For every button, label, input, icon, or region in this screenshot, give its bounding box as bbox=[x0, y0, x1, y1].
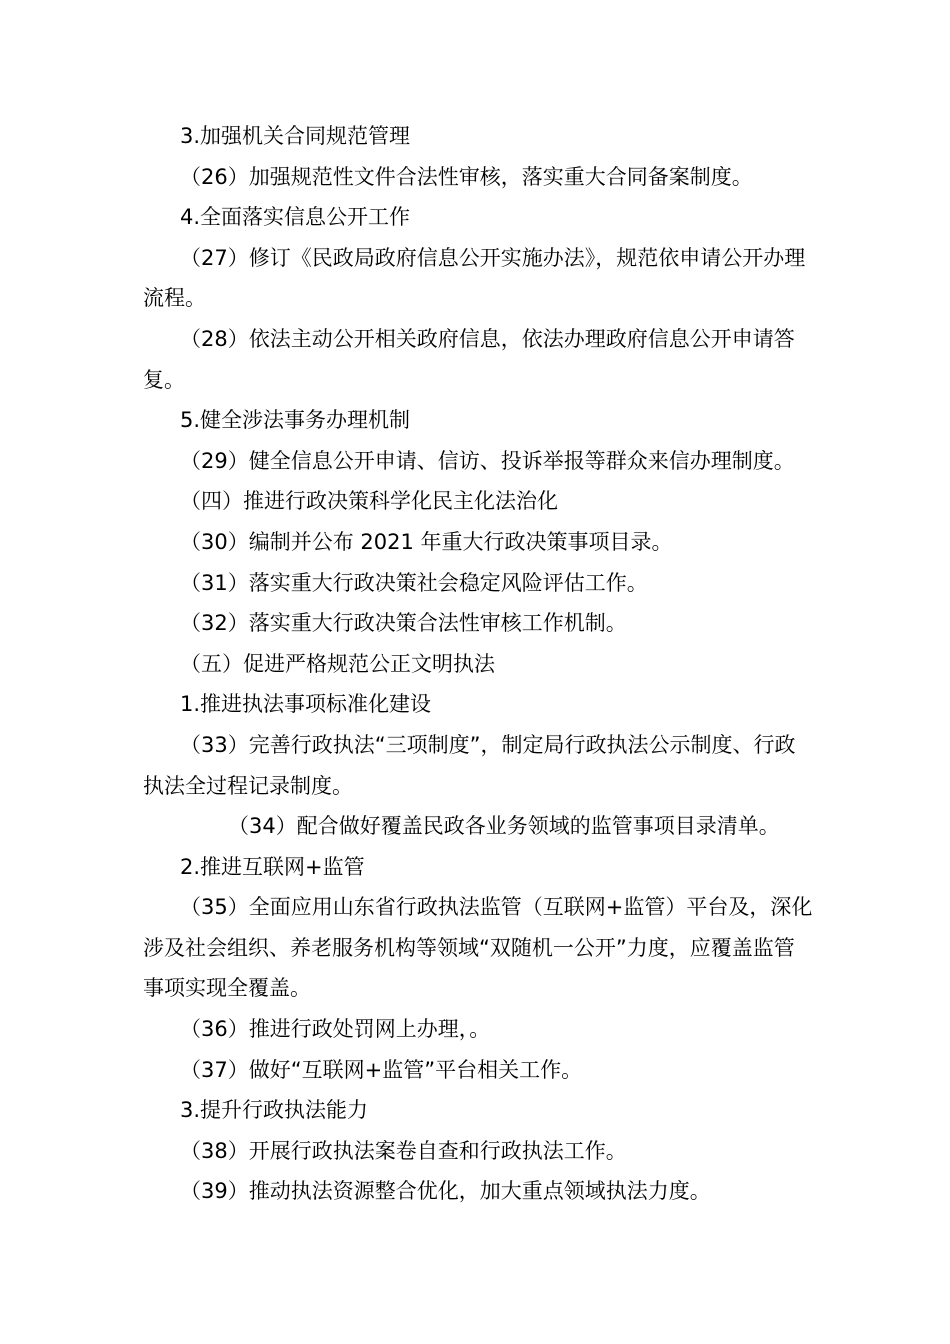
item-28: （28）依法主动公开相关政府信息，依法办理政府信息公开申请答复。 bbox=[143, 326, 795, 392]
heading-3-enforcement-capacity: 3.提升行政执法能力 bbox=[180, 1098, 369, 1123]
item-30: （30）编制并公布 2021 年重大行政决策事项目录。 bbox=[180, 529, 673, 554]
heading-5-legal-affairs: 5.健全涉法事务办理机制 bbox=[180, 408, 411, 433]
heading-1-standardization: 1.推进执法事项标准化建设 bbox=[180, 692, 432, 717]
item-26: （26）加强规范性文件合法性审核，落实重大合同备案制度。 bbox=[180, 164, 753, 189]
item-36: （36）推进行政处罚网上办理，。 bbox=[180, 1017, 491, 1042]
item-29: （29）健全信息公开申请、信访、投诉举报等群众来信办理制度。 bbox=[180, 448, 795, 473]
item-32: （32）落实重大行政决策合法性审核工作机制。 bbox=[180, 611, 627, 636]
document-body bbox=[143, 116, 815, 1212]
item-35: （35）全面应用山东省行政执法监管（互联网+监管）平台及，深化涉及社会组织、养老服务机构等领域“双随机一公开”力度，应覆盖监管事项实现全覆盖。 bbox=[143, 895, 813, 1001]
item-27: （27）修订《民政局政府信息公开实施办法》，规范依申请公开办理流程。 bbox=[143, 245, 806, 311]
heading-3-contract-management: 3.加强机关合同规范管理 bbox=[180, 124, 411, 148]
section-4-heading: （四）推进行政决策科学化民主化法治化 bbox=[180, 489, 558, 514]
item-37: （37）做好“互联网+监管”平台相关工作。 bbox=[180, 1057, 583, 1082]
item-38: （38）开展行政执法案卷自查和行政执法工作。 bbox=[180, 1138, 627, 1163]
item-34: （34）配合做好覆盖民政各业务领域的监管事项目录清单。 bbox=[228, 814, 780, 839]
item-31: （31）落实重大行政决策社会稳定风险评估工作。 bbox=[180, 570, 648, 595]
heading-4-information-disclosure: 4.全面落实信息公开工作 bbox=[180, 205, 411, 230]
section-5-heading: （五）促进严格规范公正文明执法 bbox=[180, 651, 495, 676]
heading-2-internet-supervision: 2.推进互联网+监管 bbox=[180, 854, 365, 879]
item-39: （39）推动执法资源整合优化，加大重点领域执法力度。 bbox=[180, 1179, 711, 1204]
item-33: （33）完善行政执法“三项制度”，制定局行政执法公示制度、行政执法全过程记录制度。 bbox=[143, 732, 796, 798]
